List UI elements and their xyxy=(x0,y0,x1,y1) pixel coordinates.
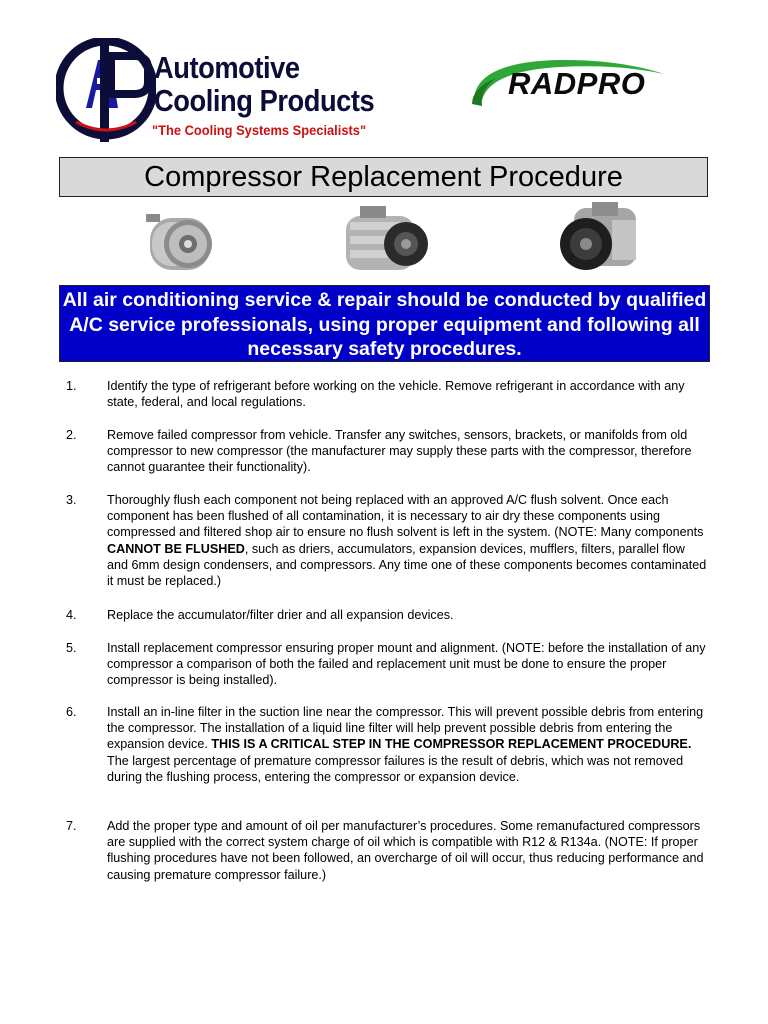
compressor-photo-1 xyxy=(140,204,222,280)
step-number: 6. xyxy=(66,705,77,719)
step-text: Install replacement compressor ensuring proper mount and alignment. (NOTE: before the installation of any compressor a comparison of both the failed and replacement unit must be done to ensure the proper compressor is being installed). xyxy=(107,641,706,688)
safety-notice: All air conditioning service & repair should be conducted by qualified A/C service professionals, using proper equipment and following all necessary safety procedures. xyxy=(59,285,710,362)
radpro-wordmark: RADPRO xyxy=(508,66,646,101)
acp-monogram-icon xyxy=(56,38,156,142)
step-text: Thoroughly flush each component not being replaced with an approved A/C flush solvent. Once each component has been flushed of all contamination, it is necessary to air dry these components using compressed and filtered shop air to ensure no flush solvent is left in the system. (NOTE: Many components CANNOT BE FLUSHED, such as driers, accumulators, expansion devices, mufflers, filters, parallel flow and 6mm design condensers, and compressors. Any time one of these components becomes contaminated it must be replaced.) xyxy=(107,493,707,589)
emphasis-text: THIS IS A CRITICAL STEP IN THE COMPRESSOR REPLACEMENT PROCEDURE. xyxy=(211,737,692,752)
emphasis-text: CANNOT BE FLUSHED xyxy=(107,541,245,556)
step-text: Install an in-line filter in the suction line near the compressor. This will prevent possible debris from entering the compressor. The installation of a liquid line filter will help prevent possible debris from entering the expansion device. THIS IS A CRITICAL STEP IN THE COMPRESSOR REPLACEMENT PROCEDURE. The largest percentage of premature compressor failures is the result of debris, which was not removed during the flushing process, entering the compressor or expansion device. xyxy=(107,705,704,784)
company-tagline: "The Cooling Systems Specialists" xyxy=(152,122,367,138)
step-number: 3. xyxy=(66,493,77,507)
compressor-photo-2 xyxy=(340,200,430,280)
company-name-line1: Automotive xyxy=(154,50,300,85)
step-number: 5. xyxy=(66,641,77,655)
compressor-photo-3 xyxy=(552,200,644,280)
step-text: Remove failed compressor from vehicle. Transfer any switches, sensors, brackets, or manifolds from old compressor to new compressor (the manufacturer may supply these parts with the compressor, therefore cannot guarantee their functionality). xyxy=(107,428,692,475)
step-text: Add the proper type and amount of oil per manufacturer’s procedures. Some remanufactured compressors are supplied with the correct system charge of oil which is compatible with R12 & R134a. (NOTE: If proper flushing procedures have not been followed, an overcharge of oil will occur, thus reducing performance and causing premature compressor failure.) xyxy=(107,819,704,882)
company-name-line2: Cooling Products xyxy=(154,83,375,118)
acp-logo xyxy=(56,38,428,142)
step-text: Identify the type of refrigerant before working on the vehicle. Remove refrigerant in accordance with any state, federal, and local regulations. xyxy=(107,379,685,410)
page-title: Compressor Replacement Procedure xyxy=(59,157,708,197)
step-number: 1. xyxy=(66,379,77,393)
step-text: Replace the accumulator/filter drier and all expansion devices. xyxy=(107,608,454,622)
step-number: 7. xyxy=(66,819,77,833)
step-number: 2. xyxy=(66,428,77,442)
radpro-logo xyxy=(468,54,670,114)
step-number: 4. xyxy=(66,608,77,622)
